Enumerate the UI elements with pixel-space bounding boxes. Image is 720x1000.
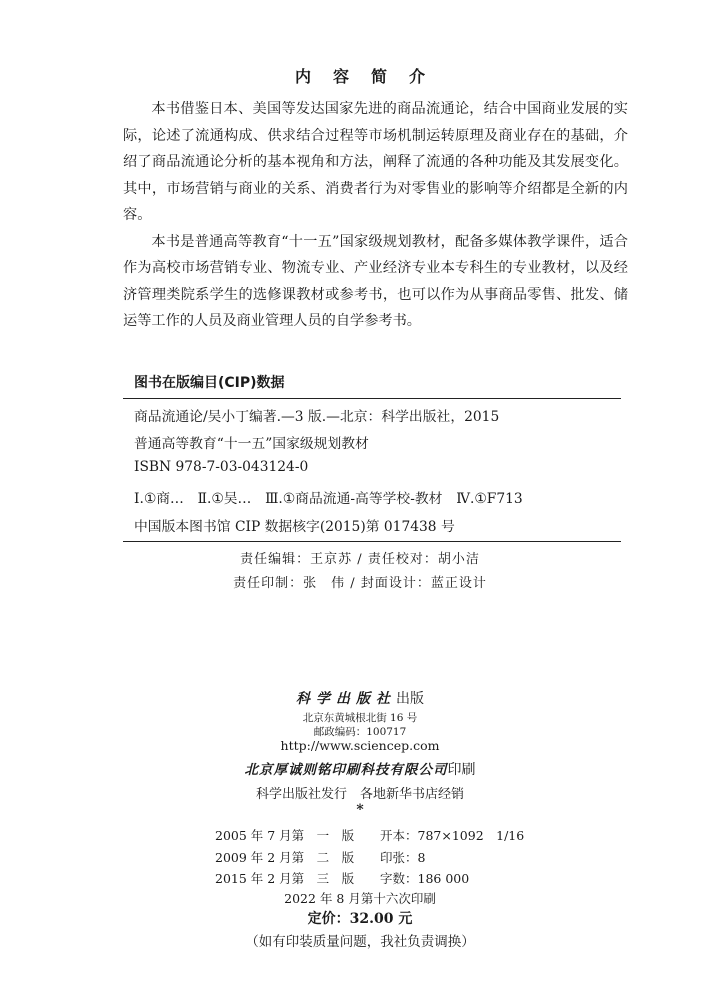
cip-top-rule xyxy=(123,398,621,399)
price-line: 定价：32.00 元 xyxy=(307,911,413,927)
edition-date: 2005 年 7 月第 一 版 xyxy=(215,828,355,843)
credits-production: 责任印制：张 伟 / 封面设计：蓝正设计 xyxy=(233,576,487,591)
cip-heading: 图书在版编目(CIP)数据 xyxy=(134,375,285,391)
cip-line-subjects: Ⅰ.①商… Ⅱ.①吴… Ⅲ.①商品流通-高等学校-教材 Ⅳ.①F713 xyxy=(134,491,523,507)
quality-notice: （如有印装质量问题，我社负责调换） xyxy=(245,934,475,950)
intro-title: 内容简介 xyxy=(294,67,447,86)
publisher-address: 北京东黄城根北街 16 号 xyxy=(302,712,418,724)
printer-name: 北京厚诚则铭印刷科技有限公司 xyxy=(244,762,448,778)
printing-line: 2022 年 8 月第十六次印刷 xyxy=(284,891,436,906)
edition-row xyxy=(215,848,425,866)
edition-date: 2015 年 2 月第 三 版 xyxy=(215,871,355,886)
publisher-url: http://www.sciencep.com xyxy=(280,738,440,753)
intro-paragraph: 本书是普通高等教育“十一五”国家级规划教材，配备多媒体教学课件，适合作为高校市场营销专业、物流专业、产业经济专业本专科生的专业教材，以及经济管理类院系学生的选修课教材或参考书，也可以作为从事商品零售、批发、储运等工作的人员及商业管理人员的自学参考书。 xyxy=(123,233,628,329)
printer-line xyxy=(0,758,720,779)
edition-spec: 字数：186 000 xyxy=(380,871,470,886)
edition-date: 2009 年 2 月第 二 版 xyxy=(215,850,355,865)
edition-row xyxy=(215,869,469,887)
printer-suffix: 印刷 xyxy=(447,762,476,778)
publisher-postcode: 邮政编码：100717 xyxy=(313,726,407,738)
intro-text xyxy=(123,96,628,335)
publisher-name: 科学出版社 xyxy=(296,691,396,707)
cip-line-isbn: ISBN 978-7-03-043124-0 xyxy=(134,459,309,475)
publisher-suffix: 出版 xyxy=(396,691,424,707)
edition-row xyxy=(215,826,524,844)
publisher-line xyxy=(0,688,720,708)
credits-editors: 责任编辑：王京苏 / 责任校对：胡小洁 xyxy=(240,552,480,567)
cip-bottom-rule xyxy=(123,541,621,542)
cip-line-number: 中国版本图书馆 CIP 数据核字(2015)第 017438 号 xyxy=(134,519,455,535)
cip-line-series: 普通高等教育“十一五”国家级规划教材 xyxy=(134,436,369,452)
separator-asterisk: * xyxy=(356,802,364,818)
distribution-line: 科学出版社发行 各地新华书店经销 xyxy=(255,787,464,802)
cip-line-catalog: 商品流通论/吴小丁编著.—3 版.—北京：科学出版社，2015 xyxy=(134,409,500,425)
edition-spec: 开本：787×1092 1/16 xyxy=(380,828,525,843)
edition-spec: 印张：8 xyxy=(380,850,426,865)
intro-paragraph: 本书借鉴日本、美国等发达国家先进的商品流通论，结合中国商业发展的实际，论述了流通构成、供求结合过程等市场机制运转原理及商业存在的基础，介绍了商品流通论分析的基本视角和方法，阐释了流通的各种功能及其发展变化。其中，市场营销与商业的关系、消费者行为对零售业的影响等介绍都是全新的内容。 xyxy=(123,101,628,223)
